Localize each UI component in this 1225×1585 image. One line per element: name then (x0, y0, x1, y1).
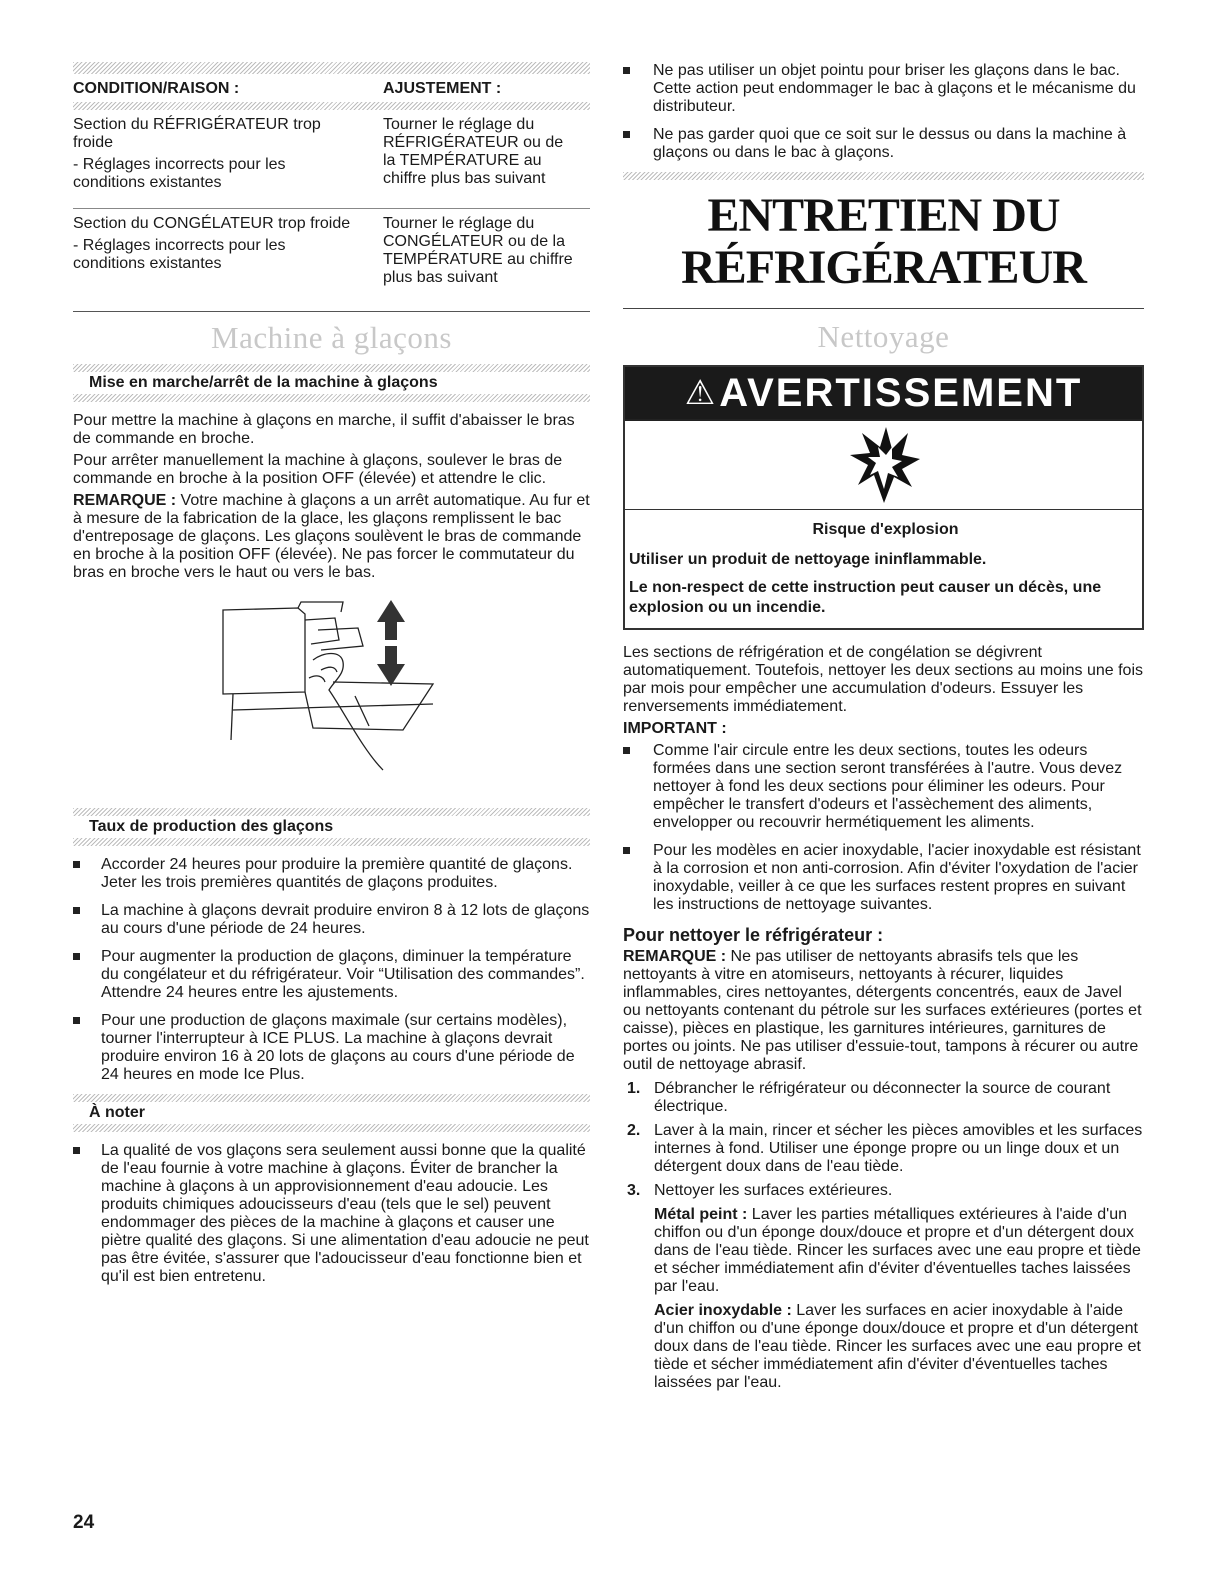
note-paragraph (73, 492, 590, 582)
stainless-steel-paragraph: Acier inoxydable : Laver les surfaces en acier inoxydable à l'aide d'un chiffon ou d'une éponge doux/douce et propre et d'un détergent doux dans de l'eau tiède. Rincer les surfaces avec une eau propre et tiède et sécher immédiatement afin d'éviter d'éventuelles taches laissées par l'eau. (654, 1302, 1141, 1391)
rule (623, 308, 1144, 309)
note-text: Votre machine à glaçons a un arrêt automatique. Au fur et à mesure de la fabrication de la glace, les glaçons remplissent le bac d'entreposage de glaçons. Les glaçons soulèvent le bras de commande en broche à la position OFF (élevée). Ne pas forcer le commutateur du bras en broche vers le haut ou vers le bas. (73, 492, 590, 581)
adjust-text: Tourner le réglage du CONGÉLATEUR ou de la TEMPÉRATURE au chiffre plus bas suivant (383, 215, 573, 286)
warning-body (625, 510, 1142, 628)
rate-bullet-list (73, 856, 590, 1084)
list-item: Accorder 24 heures pour produire la première quantité de glaçons. Jeter les trois premières quantités de glaçons produites. (73, 856, 590, 892)
paragraph: Les sections de réfrigération et de congélation se dégivrent automatiquement. Toutefois, nettoyer les deux sections au moins une fois par mois pour empêcher une accumulation d'odeurs. Essuyer les renversements immédiatement. (623, 644, 1144, 715)
list-item: Ne pas utiliser un objet pointu pour briser les glaçons dans le bac. Cette action peut endommager le bac à glaçons et le mécanisme du distributeur. (623, 62, 1144, 116)
table-header (73, 74, 590, 102)
rule (73, 1094, 590, 1102)
header-adjust: AJUSTEMENT : (383, 80, 502, 97)
left-column (73, 62, 590, 1296)
cond-title: Section du RÉFRIGÉRATEUR trop froide (73, 116, 321, 151)
section-title-ice-maker: Machine à glaçons (211, 320, 452, 355)
warning-line: Le non-respect de cette instruction peut causer un décès, une explosion ou un incendie. (629, 579, 1102, 616)
table-row (73, 209, 590, 312)
list-item: Pour augmenter la production de glaçons, diminuer la température du congélateur et du réfrigérateur. Voir “Utilisation des commandes”. Attendre 24 heures entre les ajustements. (73, 948, 590, 1002)
paragraph: Pour arrêter manuellement la machine à glaçons, soulever le bras de commande en broche à la position OFF (élevée) et attendre le clic. (73, 452, 563, 487)
list-item: Comme l'air circule entre les deux sections, toutes les odeurs formées dans une section seront transférées à l'autre. Vous devez nettoyer à fond les deux sections pour éliminer les odeurs. Pour empêcher le transfert d'odeurs et l'assèchement des aliments, envelopper ou recouvrir hermétiquement les aliments. (623, 742, 1144, 832)
warning-line: Utiliser un produit de nettoyage ininflammable. (629, 551, 987, 568)
section-title-cleaning: Nettoyage (817, 319, 950, 354)
rule (73, 394, 590, 402)
table-header-rule (73, 102, 590, 110)
subheading-rate: Taux de production des glaçons (89, 818, 334, 835)
note-paragraph: REMARQUE : Ne pas utiliser de nettoyants abrasifs tels que les nettoyants à vitre en atomiseurs, nettoyants à récurer, liquides inflammables, cires nettoyantes, détergents concentrés, eaux de Javel ou nettoyants contenant du pétrole sur les surfaces extérieures (portes et caisse), pièces en plastique, les garnitures intérieures, garnitures de portes ou joints. Ne pas utiliser d'essuie-tout, tampons à récurer ou autre outil de nettoyage abrasif. (623, 948, 1142, 1073)
list-item: Pour une production de glaçons maximale (sur certains modèles), tourner l'interrupteur à ICE PLUS. La machine à glaçons devrait produire environ 16 à 20 lots de glaçons au cours d'une période de 24 heures en mode Ice Plus. (73, 1012, 590, 1084)
rule (623, 172, 1144, 180)
rule (73, 838, 590, 846)
rule (73, 364, 590, 372)
step-item: 1. Débrancher le réfrigérateur ou déconnecter la source de courant électrique. (627, 1080, 1111, 1115)
step-item: 3. Nettoyer les surfaces extérieures. (627, 1182, 893, 1199)
rule (73, 808, 590, 816)
header-condition: CONDITION/RAISON : (73, 80, 240, 97)
table-top-rule (73, 62, 590, 74)
cond-title: Section du CONGÉLATEUR trop froide (73, 215, 351, 232)
subheading-note: À noter (89, 1104, 145, 1121)
list-item: La machine à glaçons devrait produire environ 8 à 12 lots de glaçons au cours d'une période de 24 heures. (73, 902, 590, 938)
list-item: La qualité de vos glaçons sera seulement aussi bonne que la qualité de l'eau fournie à votre machine à glaçons. Éviter de brancher la machine à glaçons à un approvisionnement d'eau adoucie. Les produits chimiques adoucisseurs d'eau (tels que le sel) peuvent endommager des pièces de la machine à glaçons et causer une piètre qualité des glaçons. Si une alimentation d'eau adoucie ne peut pas être évitée, s'assurer que l'adoucisseur d'eau fonctionne bien et qu'il est bien entretenu. (73, 1142, 590, 1286)
note-label: REMARQUE : (73, 492, 177, 509)
warning-triangle-icon: ⚠ (684, 374, 716, 412)
important-label: IMPORTANT : (623, 720, 727, 737)
page-number: 24 (73, 1512, 95, 1533)
list-item: Pour les modèles en acier inoxydable, l'acier inoxydable est résistant à la corrosion et non anti-corrosion. Afin d'éviter l'oxydation de l'acier inoxydable, veiller à ce que les surfaces restent propres en suivant les instructions de nettoyage suivantes. (623, 842, 1144, 914)
subheading-clean: Pour nettoyer le réfrigérateur : (623, 925, 884, 945)
table-row (73, 110, 590, 209)
list-item: Ne pas garder quoi que ce soit sur le dessus ou dans la machine à glaçons ou dans le bac à glaçons. (623, 126, 1144, 162)
painted-metal-paragraph: Métal peint : Laver les parties métalliques extérieures à l'aide d'un chiffon ou d'un éponge doux/douce et propre et d'un détergent doux dans de l'eau tiède. Rincer les surfaces avec une eau propre et tiède et sécher immédiatement afin d'éviter d'éventuelles taches laissées par l'eau. (654, 1206, 1141, 1295)
step-item: 2. Laver à la main, rincer et sécher les pièces amovibles et les surfaces internes à fond. Utiliser une éponge propre ou un linge doux et un détergent doux dans de l'eau tiède. (627, 1122, 1143, 1175)
adjust-text: Tourner le réglage du RÉFRIGÉRATEUR ou de la TEMPÉRATURE au chiffre plus bas suivant (383, 116, 564, 187)
right-column (623, 62, 1144, 1398)
warning-banner-text: AVERTISSEMENT (719, 370, 1083, 415)
warning-risk: Risque d'explosion (812, 521, 959, 538)
cond-detail: - Réglages incorrects pour les conditions existantes (73, 156, 286, 191)
explosion-icon (625, 421, 1142, 510)
ice-maker-illustration (73, 600, 590, 794)
warning-box (623, 365, 1144, 630)
condition-table (73, 74, 590, 312)
paragraph: Pour mettre la machine à glaçons en marche, il suffit d'abaisser le bras de commande en broche. (73, 412, 575, 447)
subheading-onoff: Mise en marche/arrêt de la machine à glaçons (89, 374, 438, 391)
page-title: ENTRETIEN DU RÉFRIGÉRATEUR (681, 189, 1086, 294)
rule (73, 1124, 590, 1132)
warning-banner (625, 367, 1142, 421)
cond-detail: - Réglages incorrects pour les conditions existantes (73, 237, 286, 272)
